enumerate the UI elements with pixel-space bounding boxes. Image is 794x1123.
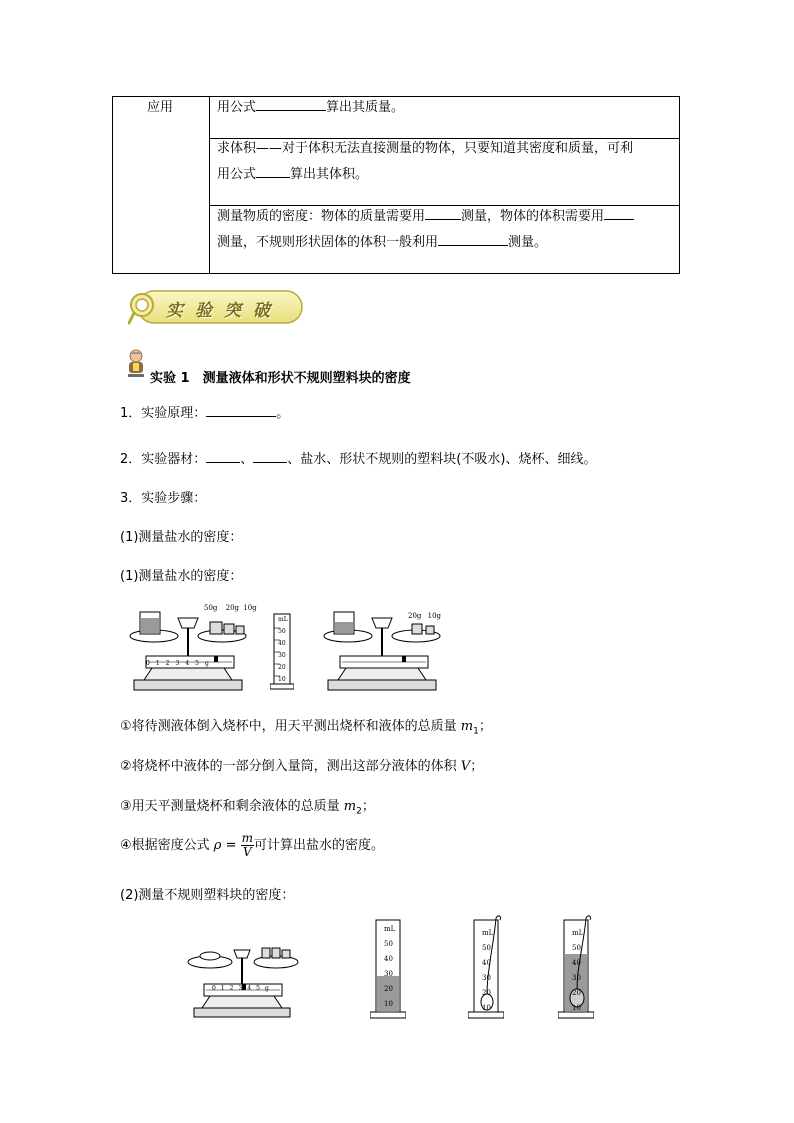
fill-blank[interactable] [256,96,326,111]
cylinder-1-labels: mL 50 40 30 20 10 [278,616,288,683]
steps-title: 3．实验步骤： [120,491,207,506]
sub-heading-1-repeat: (1)测量盐水的密度： [120,569,243,584]
table-row2-line2: 用公式 算出其体积。 [217,161,368,189]
fill-blank[interactable] [206,402,276,417]
balance-figure-3 [184,938,300,1020]
table-divider [209,97,210,273]
fill-blank[interactable] [438,231,508,246]
fill-blank[interactable] [256,163,290,178]
fill-blank[interactable] [253,448,287,463]
cylinder-4-labels: mL 50 40 30 20 10 [572,929,584,1012]
banner-title: 实验突破 [166,301,282,321]
scale-numbers-2: 012345g [212,985,274,992]
table-row3-line2: 测量，不规则形状固体的体积一般利用 测量。 [217,229,547,257]
sub-heading-2: (2)测量不规则塑料块的密度： [120,888,295,903]
equipment-line: 2．实验器材： 、 、盐水、形状不规则的塑料块(不吸水)、烧杯、细线。 [120,448,596,467]
table-row3-line1: 测量物质的密度：物体的质量需要用 测量，物体的体积需要用 [217,203,634,231]
fill-blank[interactable] [604,205,634,220]
fill-blank[interactable] [206,448,240,463]
cylinder-3-labels: mL 50 40 30 20 10 [482,929,494,1012]
teacher-icon [126,349,146,379]
experiment-title: 实验 1 测量液体和形状不规则塑料块的密度 [150,371,411,386]
density-formula: $\frac{m}{V}$ [241,831,254,859]
table-row2-line1: 求体积——对于体积无法直接测量的物体，只要知道其密度和质量，可利 [217,141,634,156]
principle-line: 1．实验原理： 。 [120,402,289,421]
fill-blank[interactable] [425,205,461,220]
step-4: ④根据密度公式 ρ = $\frac{m}{V}$ 可计算出盐水的密度。 [120,831,385,859]
table-row1: 用公式 算出其质量。 [217,94,404,122]
step-3: ③用天平测量烧杯和剩余液体的总质量 $m_2$； [120,799,375,817]
step-2: ②将烧杯中液体的一部分倒入量筒，测出这部分液体的体积 V； [120,759,484,774]
section-banner [128,287,304,327]
weights-b: 20g 10g [408,612,442,620]
cylinder-2-labels: mL 50 40 30 20 10 [384,925,396,1008]
step-1: ①将待测液体倒入烧杯中，用天平测出烧杯和液体的总质量 $m_1$； [120,719,492,737]
application-table [112,96,680,274]
scale-numbers: 012345g [146,660,215,667]
table-label: 应用 [147,100,174,115]
weights-a: 50g 20g 10g [204,604,257,612]
sub-heading-1: (1)测量盐水的密度： [120,530,243,545]
balance-figure-1 [124,604,252,694]
